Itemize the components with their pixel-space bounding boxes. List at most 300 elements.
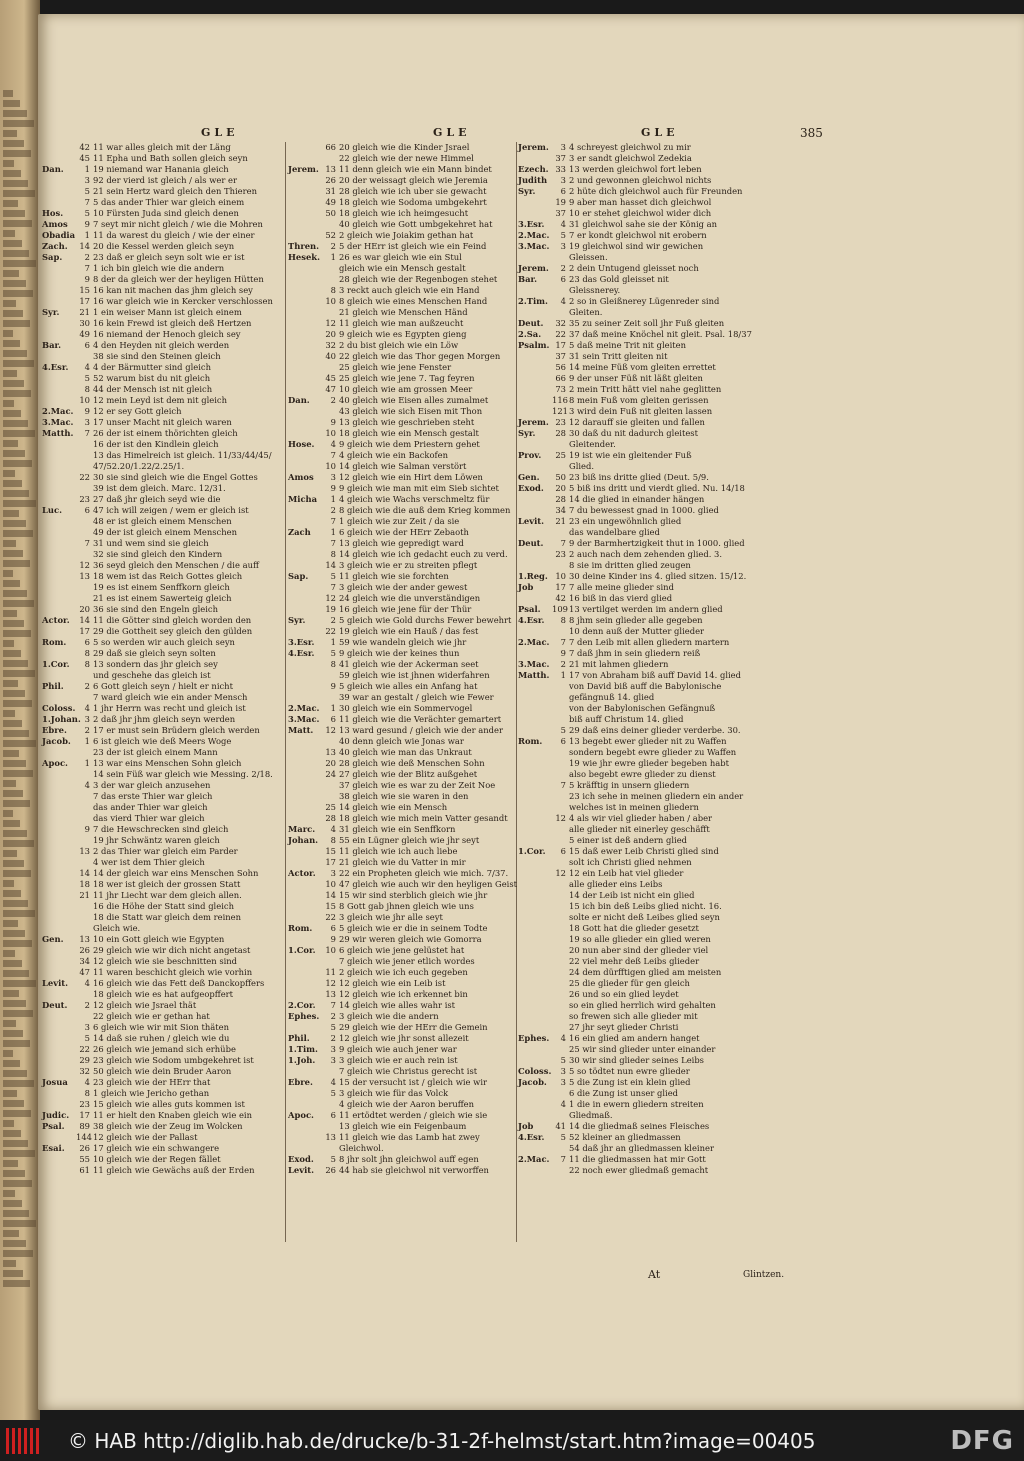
page-edge-text-fragment xyxy=(3,910,35,917)
entry-text: 15 gleich wie alles guts kommen ist xyxy=(93,1099,245,1109)
index-entry xyxy=(518,1121,709,1132)
index-entry xyxy=(288,879,517,890)
page-edge-text-fragment xyxy=(3,960,22,967)
entry-text: 31 und wem sind sie gleich xyxy=(93,538,209,548)
entry-text: 29 wir weren gleich wie Gomorra xyxy=(339,934,482,944)
entry-text: 23 der ist gleich einem Mann xyxy=(93,747,218,757)
index-entry xyxy=(288,549,508,560)
index-entry xyxy=(42,593,231,604)
chapter-number: 10 xyxy=(325,945,336,955)
index-entry xyxy=(288,1154,479,1165)
chapter-number: 2 xyxy=(330,1033,336,1043)
chapter-number: 2 xyxy=(560,263,566,273)
index-entry xyxy=(42,890,242,901)
book-reference: Jacob. xyxy=(518,1077,547,1087)
chapter-number: 109 xyxy=(552,604,568,614)
column-header-1: GLE xyxy=(201,126,239,139)
page-edge-text-fragment xyxy=(3,1270,23,1277)
index-entry xyxy=(518,868,683,879)
book-reference: Dan. xyxy=(288,395,310,405)
entry-text: 9 gleich wie es Egypten gieng xyxy=(339,329,467,339)
index-entry xyxy=(288,241,486,252)
chapter-number: 7 xyxy=(84,428,90,438)
chapter-number: 8 xyxy=(330,835,336,845)
chapter-number: 10 xyxy=(325,428,336,438)
entry-text: 3 gleich wie die andern xyxy=(339,1011,439,1021)
chapter-number: 26 xyxy=(79,1143,90,1153)
index-entry xyxy=(288,395,488,406)
index-entry xyxy=(288,1088,448,1099)
entry-text: 15 der versucht ist / gleich wie wir xyxy=(339,1077,488,1087)
entry-text: 17 unser Macht nit gleich waren xyxy=(93,417,232,427)
entry-text: 21 mit lahmen gliedern xyxy=(569,659,669,669)
index-entry xyxy=(42,769,273,780)
entry-text: 13 das Himelreich ist gleich. 11/33/44/45/ xyxy=(93,450,272,460)
entry-text: 9 gleich wie dem Priestern gehet xyxy=(339,439,480,449)
chapter-number: 3 xyxy=(330,1044,336,1054)
book-reference: 3.Esr. xyxy=(288,637,315,647)
entry-text: 13 vertilget werden im andern glied xyxy=(569,604,723,614)
entry-text: von der Babylonischen Gefängnuß xyxy=(569,703,716,713)
index-entry xyxy=(518,758,729,769)
chapter-number: 8 xyxy=(84,384,90,394)
index-entry xyxy=(42,208,239,219)
chapter-number: 13 xyxy=(325,1132,336,1142)
chapter-number: 17 xyxy=(79,296,90,306)
page-edge-text-fragment xyxy=(3,770,33,777)
page-edge-text-fragment xyxy=(3,1250,33,1257)
entry-text: 18 Gott hat die glieder gesetzt xyxy=(569,923,699,933)
chapter-number: 12 xyxy=(325,725,336,735)
index-entry xyxy=(518,791,743,802)
entry-text: 18 gleich wie ich heimgesucht xyxy=(339,208,469,218)
chapter-number: 5 xyxy=(84,1033,90,1043)
chapter-number: 14 xyxy=(79,615,90,625)
index-entry xyxy=(288,1011,439,1022)
book-reference: Hos. xyxy=(42,208,64,218)
entry-text: 1 ein weiser Mann ist gleich einem xyxy=(93,307,242,317)
chapter-number: 22 xyxy=(325,626,336,636)
index-entry xyxy=(288,538,464,549)
chapter-number: 66 xyxy=(555,373,566,383)
entry-text: 17 von Abraham biß auff David 14. glied xyxy=(569,670,741,680)
entry-text: 5 biß ins dritt und vierdt glied. Nu. 14/18 xyxy=(569,483,745,493)
entry-text: 6 die Zung ist unser glied xyxy=(569,1088,679,1098)
entry-text: 15 wir sind sterblich gleich wie jhr xyxy=(339,890,488,900)
index-entry xyxy=(42,714,235,725)
index-entry xyxy=(518,285,620,296)
entry-text: 23 ein ungewöhnlich glied xyxy=(569,516,682,526)
entry-text: 4 der Bärmutter sind gleich xyxy=(93,362,211,372)
book-reference: 2.Cor. xyxy=(288,1000,316,1010)
page-edge-text-fragment xyxy=(3,730,29,737)
chapter-number: 61 xyxy=(79,1165,90,1175)
chapter-number: 4 xyxy=(84,362,90,372)
page-edge-text-fragment xyxy=(3,450,25,457)
index-entry xyxy=(42,681,233,692)
entry-text: 2 mein Tritt hätt viel nahe geglitten xyxy=(569,384,722,394)
page-edge-text-fragment xyxy=(3,650,21,657)
page-edge-text-fragment xyxy=(3,740,36,747)
book-reference: Esai. xyxy=(42,1143,65,1153)
index-entry xyxy=(288,1022,488,1033)
entry-text: 29 daß sie gleich seyn solten xyxy=(93,648,216,658)
entry-text: 26 es war gleich wie ein Stul xyxy=(339,252,462,262)
chapter-number: 41 xyxy=(555,1121,566,1131)
index-entry xyxy=(42,329,241,340)
entry-text: 11 gleich wie das Lamb hat zwey xyxy=(339,1132,480,1142)
book-reference: 1.Cor. xyxy=(42,659,70,669)
chapter-number: 4 xyxy=(84,780,90,790)
index-entry xyxy=(288,934,482,945)
index-entry xyxy=(518,967,721,978)
index-entry xyxy=(518,802,699,813)
book-reference: Matt. xyxy=(288,725,314,735)
index-entry xyxy=(518,1077,690,1088)
chapter-number: 5 xyxy=(330,648,336,658)
index-entry xyxy=(288,1132,480,1143)
chapter-number: 6 xyxy=(560,186,566,196)
page-number: 385 xyxy=(800,126,823,140)
entry-text: 35 zu seiner Zeit soll jhr Fuß gleiten xyxy=(569,318,725,328)
entry-text: 19 gleich wie ein Hauß / das fest xyxy=(339,626,479,636)
entry-text: 22 gleich wie er gethan hat xyxy=(93,1011,210,1021)
chapter-number: 10 xyxy=(325,879,336,889)
entry-text: 12 mein Leyd ist dem nit gleich xyxy=(93,395,228,405)
book-reference: Coloss. xyxy=(42,703,76,713)
entry-text: 3 gleich wie für das Volck xyxy=(339,1088,449,1098)
index-entry xyxy=(288,208,468,219)
entry-text: 20 die Kessel werden gleich seyn xyxy=(93,241,235,251)
index-entry xyxy=(288,340,458,351)
chapter-number: 20 xyxy=(325,329,336,339)
index-entry xyxy=(518,714,683,725)
book-reference: Psal. xyxy=(518,604,541,614)
chapter-number: 6 xyxy=(560,736,566,746)
entry-text: 16 kan nit machen das jhm gleich sey xyxy=(93,285,253,295)
chapter-number: 15 xyxy=(325,846,336,856)
chapter-number: 23 xyxy=(555,549,566,559)
page-edge-text-fragment xyxy=(3,710,15,717)
page-edge-text-fragment xyxy=(3,330,13,337)
chapter-number: 6 xyxy=(84,505,90,515)
index-entry xyxy=(518,395,708,406)
catchword: At xyxy=(648,1268,661,1281)
chapter-number: 17 xyxy=(555,340,566,350)
index-entry xyxy=(42,615,251,626)
entry-text: 14 daß sie ruhen / gleich wie du xyxy=(93,1033,230,1043)
entry-text: 12 gleich wie der Pallast xyxy=(93,1132,198,1142)
index-entry xyxy=(518,1044,715,1055)
book-reference: 2.Mac. xyxy=(518,230,550,240)
index-entry xyxy=(288,824,455,835)
entry-text: 21 gleich wie du Vatter in mir xyxy=(339,857,466,867)
entry-text: 30 daß du nit dadurch gleitest xyxy=(569,428,698,438)
barcode-stripe xyxy=(36,1428,39,1454)
chapter-number: 8 xyxy=(330,659,336,669)
chapter-number: 1 xyxy=(84,164,90,174)
index-entry xyxy=(518,659,668,670)
index-entry xyxy=(42,1055,254,1066)
chapter-number: 17 xyxy=(79,1110,90,1120)
chapter-number: 6 xyxy=(330,714,336,724)
chapter-number: 23 xyxy=(555,417,566,427)
page-edge-text-fragment xyxy=(3,1260,16,1267)
index-entry xyxy=(288,1000,455,1011)
chapter-number: 37 xyxy=(555,351,566,361)
index-entry xyxy=(288,142,469,153)
page-edge-text-fragment xyxy=(3,820,20,827)
entry-text: 7 gleich wie jener etlich wordes xyxy=(339,956,475,966)
chapter-number: 26 xyxy=(79,945,90,955)
book-reference: Psalm. xyxy=(518,340,550,350)
index-entry xyxy=(288,230,473,241)
chapter-number: 1 xyxy=(84,736,90,746)
book-reference: Ephes. xyxy=(518,1033,550,1043)
page-edge-text-fragment xyxy=(3,150,31,157)
book-reference: Exod. xyxy=(518,483,544,493)
index-entry xyxy=(518,725,741,736)
chapter-number: 17 xyxy=(555,582,566,592)
library-barcode-icon xyxy=(6,1428,44,1454)
entry-text: Gliedmaß. xyxy=(569,1110,613,1120)
book-reference: Deut. xyxy=(518,318,544,328)
index-entry xyxy=(288,285,480,296)
chapter-number: 8 xyxy=(330,549,336,559)
entry-text: 7 daß jhm in sein gliedern reiß xyxy=(569,648,701,658)
entry-text: 23 biß ins dritte glied (Deut. 5/9. xyxy=(569,472,709,482)
entry-text: 13 ward gesund / gleich wie der ander xyxy=(339,725,503,735)
page-edge-text-fragment xyxy=(3,1000,26,1007)
chapter-number: 12 xyxy=(325,318,336,328)
entry-text: 11 die gliedmassen hat mir Gott xyxy=(569,1154,706,1164)
index-entry xyxy=(42,582,230,593)
chapter-number: 21 xyxy=(79,307,90,317)
footer-url[interactable]: © HAB http://diglib.hab.de/drucke/b-31-2f-helmst/start.htm?image=00405 xyxy=(68,1429,816,1453)
page-edge-text-fragment xyxy=(3,570,13,577)
index-entry xyxy=(42,1154,221,1165)
page-edge-text-fragment xyxy=(3,800,30,807)
index-entry xyxy=(518,824,710,835)
page-edge-text-fragment xyxy=(3,1240,26,1247)
entry-text: 10 Fürsten Juda sind gleich denen xyxy=(93,208,239,218)
index-entry xyxy=(42,802,208,813)
index-entry xyxy=(518,879,662,890)
index-entry xyxy=(518,351,667,362)
entry-text: 12 gleich wie ich erkennet bin xyxy=(339,989,468,999)
index-entry xyxy=(288,747,472,758)
entry-text: 11 ertödtet werden / gleich wie sie xyxy=(339,1110,488,1120)
chapter-number: 28 xyxy=(555,494,566,504)
index-entry xyxy=(518,263,699,274)
barcode-stripe xyxy=(12,1428,15,1454)
index-entry xyxy=(42,560,259,571)
entry-text: 37 daß meine Knöchel nit gleit. Psal. 18/37 xyxy=(569,329,752,339)
entry-text: 1 die in ewern gliedern streiten xyxy=(569,1099,704,1109)
chapter-number: 5 xyxy=(330,1154,336,1164)
chapter-number: 5 xyxy=(560,725,566,735)
entry-text: 43 gleich wie sich Eisen mit Thon xyxy=(339,406,483,416)
chapter-number: 17 xyxy=(325,857,336,867)
entry-text: 19 es ist einem Senffkorn gleich xyxy=(93,582,230,592)
book-reference: Dan. xyxy=(42,164,64,174)
entry-text: 16 der ist den Kindlein gleich xyxy=(93,439,219,449)
index-entry xyxy=(42,175,237,186)
entry-text: 19 jhr Schwäntz waren gleich xyxy=(93,835,220,845)
entry-text: 27 daß jhr gleich seyd wie die xyxy=(93,494,221,504)
page-edge-text-fragment xyxy=(3,860,24,867)
index-entry xyxy=(518,615,703,626)
chapter-number: 37 xyxy=(555,208,566,218)
chapter-number: 26 xyxy=(325,175,336,185)
book-reference: 2.Mac. xyxy=(518,1154,550,1164)
chapter-number: 8 xyxy=(84,1088,90,1098)
index-entry xyxy=(518,1143,714,1154)
chapter-number: 23 xyxy=(79,494,90,504)
index-entry xyxy=(288,263,466,274)
index-entry xyxy=(42,1066,231,1077)
book-reference: Thren. xyxy=(288,241,320,251)
entry-text: 3 er sandt gleichwol Zedekia xyxy=(569,153,692,163)
entry-text: 22 gleich wie das Thor gegen Morgen xyxy=(339,351,501,361)
chapter-number: 15 xyxy=(79,285,90,295)
index-entry xyxy=(42,571,242,582)
page-edge-text-fragment xyxy=(3,1150,35,1157)
index-entry xyxy=(518,736,727,747)
chapter-number: 73 xyxy=(555,384,566,394)
entry-text: 24 gleich wie die unverständigen xyxy=(339,593,481,603)
chapter-number: 5 xyxy=(330,1088,336,1098)
column-header-2: GLE xyxy=(433,126,471,139)
entry-text: 25 gleich wie jene Fenster xyxy=(339,362,452,372)
index-entry xyxy=(42,967,252,978)
entry-text: 40 gleich wie man das Unkraut xyxy=(339,747,472,757)
entry-text: 52 warum bist du nit gleich xyxy=(93,373,211,383)
index-entry xyxy=(42,956,237,967)
index-entry xyxy=(288,978,445,989)
index-entry xyxy=(42,307,242,318)
chapter-number: 3 xyxy=(330,472,336,482)
index-entry xyxy=(518,1132,681,1143)
entry-text: 5 kräfftig in unsern gliedern xyxy=(569,780,690,790)
chapter-number: 8 xyxy=(560,615,566,625)
chapter-number: 34 xyxy=(555,505,566,515)
index-entry xyxy=(288,615,511,626)
page-edge-text-fragment xyxy=(3,520,26,527)
entry-text: 3 gleich wie er zu streiten pflegt xyxy=(339,560,478,570)
chapter-number: 49 xyxy=(325,197,336,207)
dfg-logo: DFG xyxy=(950,1426,1014,1456)
chapter-number: 12 xyxy=(79,560,90,570)
entry-text: gefängnuß 14. glied xyxy=(569,692,655,702)
index-entry xyxy=(288,989,468,1000)
chapter-number: 40 xyxy=(325,351,336,361)
index-entry xyxy=(42,439,219,450)
entry-text: 7 ward gleich wie ein ander Mensch xyxy=(93,692,248,702)
book-reference: 2.Mac. xyxy=(288,703,320,713)
index-entry xyxy=(288,725,503,736)
entry-text: 29 die Gottheit sey gleich den gülden xyxy=(93,626,253,636)
entry-text: 4 gleich wie Wachs verschmeltz für xyxy=(339,494,490,504)
index-entry xyxy=(288,1110,487,1121)
book-reference: 3.Esr. xyxy=(518,219,545,229)
page-edge-text-fragment xyxy=(3,1030,23,1037)
index-entry xyxy=(42,142,231,153)
entry-text: 3 der war gleich anzusehen xyxy=(93,780,211,790)
index-entry xyxy=(42,736,231,747)
index-entry xyxy=(42,1121,243,1132)
book-reference: 1.Johan. xyxy=(42,714,81,724)
page-edge-text-fragment xyxy=(3,680,18,687)
page-edge-text-fragment xyxy=(3,510,19,517)
chapter-number: 7 xyxy=(330,516,336,526)
page-edge-text-fragment xyxy=(3,460,32,467)
page-edge-text-fragment xyxy=(3,750,19,757)
chapter-number: 34 xyxy=(79,956,90,966)
entry-text: 4 schreyest gleichwol zu mir xyxy=(569,142,691,152)
book-reference: Gen. xyxy=(42,934,64,944)
page-edge-text-fragment xyxy=(3,190,35,197)
chapter-number: 2 xyxy=(84,252,90,262)
index-entry xyxy=(42,835,220,846)
page-edge-text-fragment xyxy=(3,940,32,947)
index-entry xyxy=(518,516,681,527)
index-entry xyxy=(42,538,209,549)
chapter-number: 2 xyxy=(330,615,336,625)
entry-text: 17 gleich wie ein schwangere xyxy=(93,1143,220,1153)
chapter-number: 2 xyxy=(330,1011,336,1021)
chapter-number: 20 xyxy=(555,483,566,493)
page-edge-text-fragment xyxy=(3,300,16,307)
chapter-number: 7 xyxy=(560,780,566,790)
entry-text: 92 der vierd ist gleich / als wer er xyxy=(93,175,237,185)
entry-text: 14 die glied in einander hängen xyxy=(569,494,705,504)
entry-text: 14 meine Füß vom gleiten errettet xyxy=(569,362,716,372)
entry-text: 11 jhr Liecht war dem gleich allen. xyxy=(93,890,242,900)
index-entry xyxy=(518,670,741,681)
index-entry xyxy=(42,417,232,428)
page-edge-text-fragment xyxy=(3,1020,16,1027)
book-reference: Coloss. xyxy=(518,1066,552,1076)
page-edge-text-fragment xyxy=(3,890,21,897)
book-reference: 1.Cor. xyxy=(518,846,546,856)
chapter-number: 7 xyxy=(330,1000,336,1010)
index-entry xyxy=(288,1077,487,1088)
index-entry xyxy=(42,219,263,230)
index-entry xyxy=(42,637,235,648)
chapter-number: 47 xyxy=(325,384,336,394)
entry-text: 3 reckt auch gleich wie ein Hand xyxy=(339,285,480,295)
entry-text: 5 der HErr ist gleich wie ein Feind xyxy=(339,241,487,251)
chapter-number: 9 xyxy=(330,483,336,493)
entry-text: 55 ein Lügner gleich wie jhr seyt xyxy=(339,835,480,845)
chapter-number: 4 xyxy=(560,1033,566,1043)
index-entry xyxy=(288,648,459,659)
index-entry xyxy=(518,439,616,450)
index-entry xyxy=(518,571,746,582)
chapter-number: 9 xyxy=(84,219,90,229)
index-entry xyxy=(518,1022,678,1033)
chapter-number: 29 xyxy=(79,1055,90,1065)
entry-text: Glied. xyxy=(569,461,595,471)
book-reference: Bar. xyxy=(42,340,62,350)
index-entry xyxy=(518,538,745,549)
index-entry xyxy=(288,351,500,362)
chapter-number: 4 xyxy=(84,978,90,988)
entry-text: 19 gleichwol sind wir gewichen xyxy=(569,241,704,251)
entry-text: Gleissen. xyxy=(569,252,608,262)
index-entry xyxy=(518,1055,704,1066)
